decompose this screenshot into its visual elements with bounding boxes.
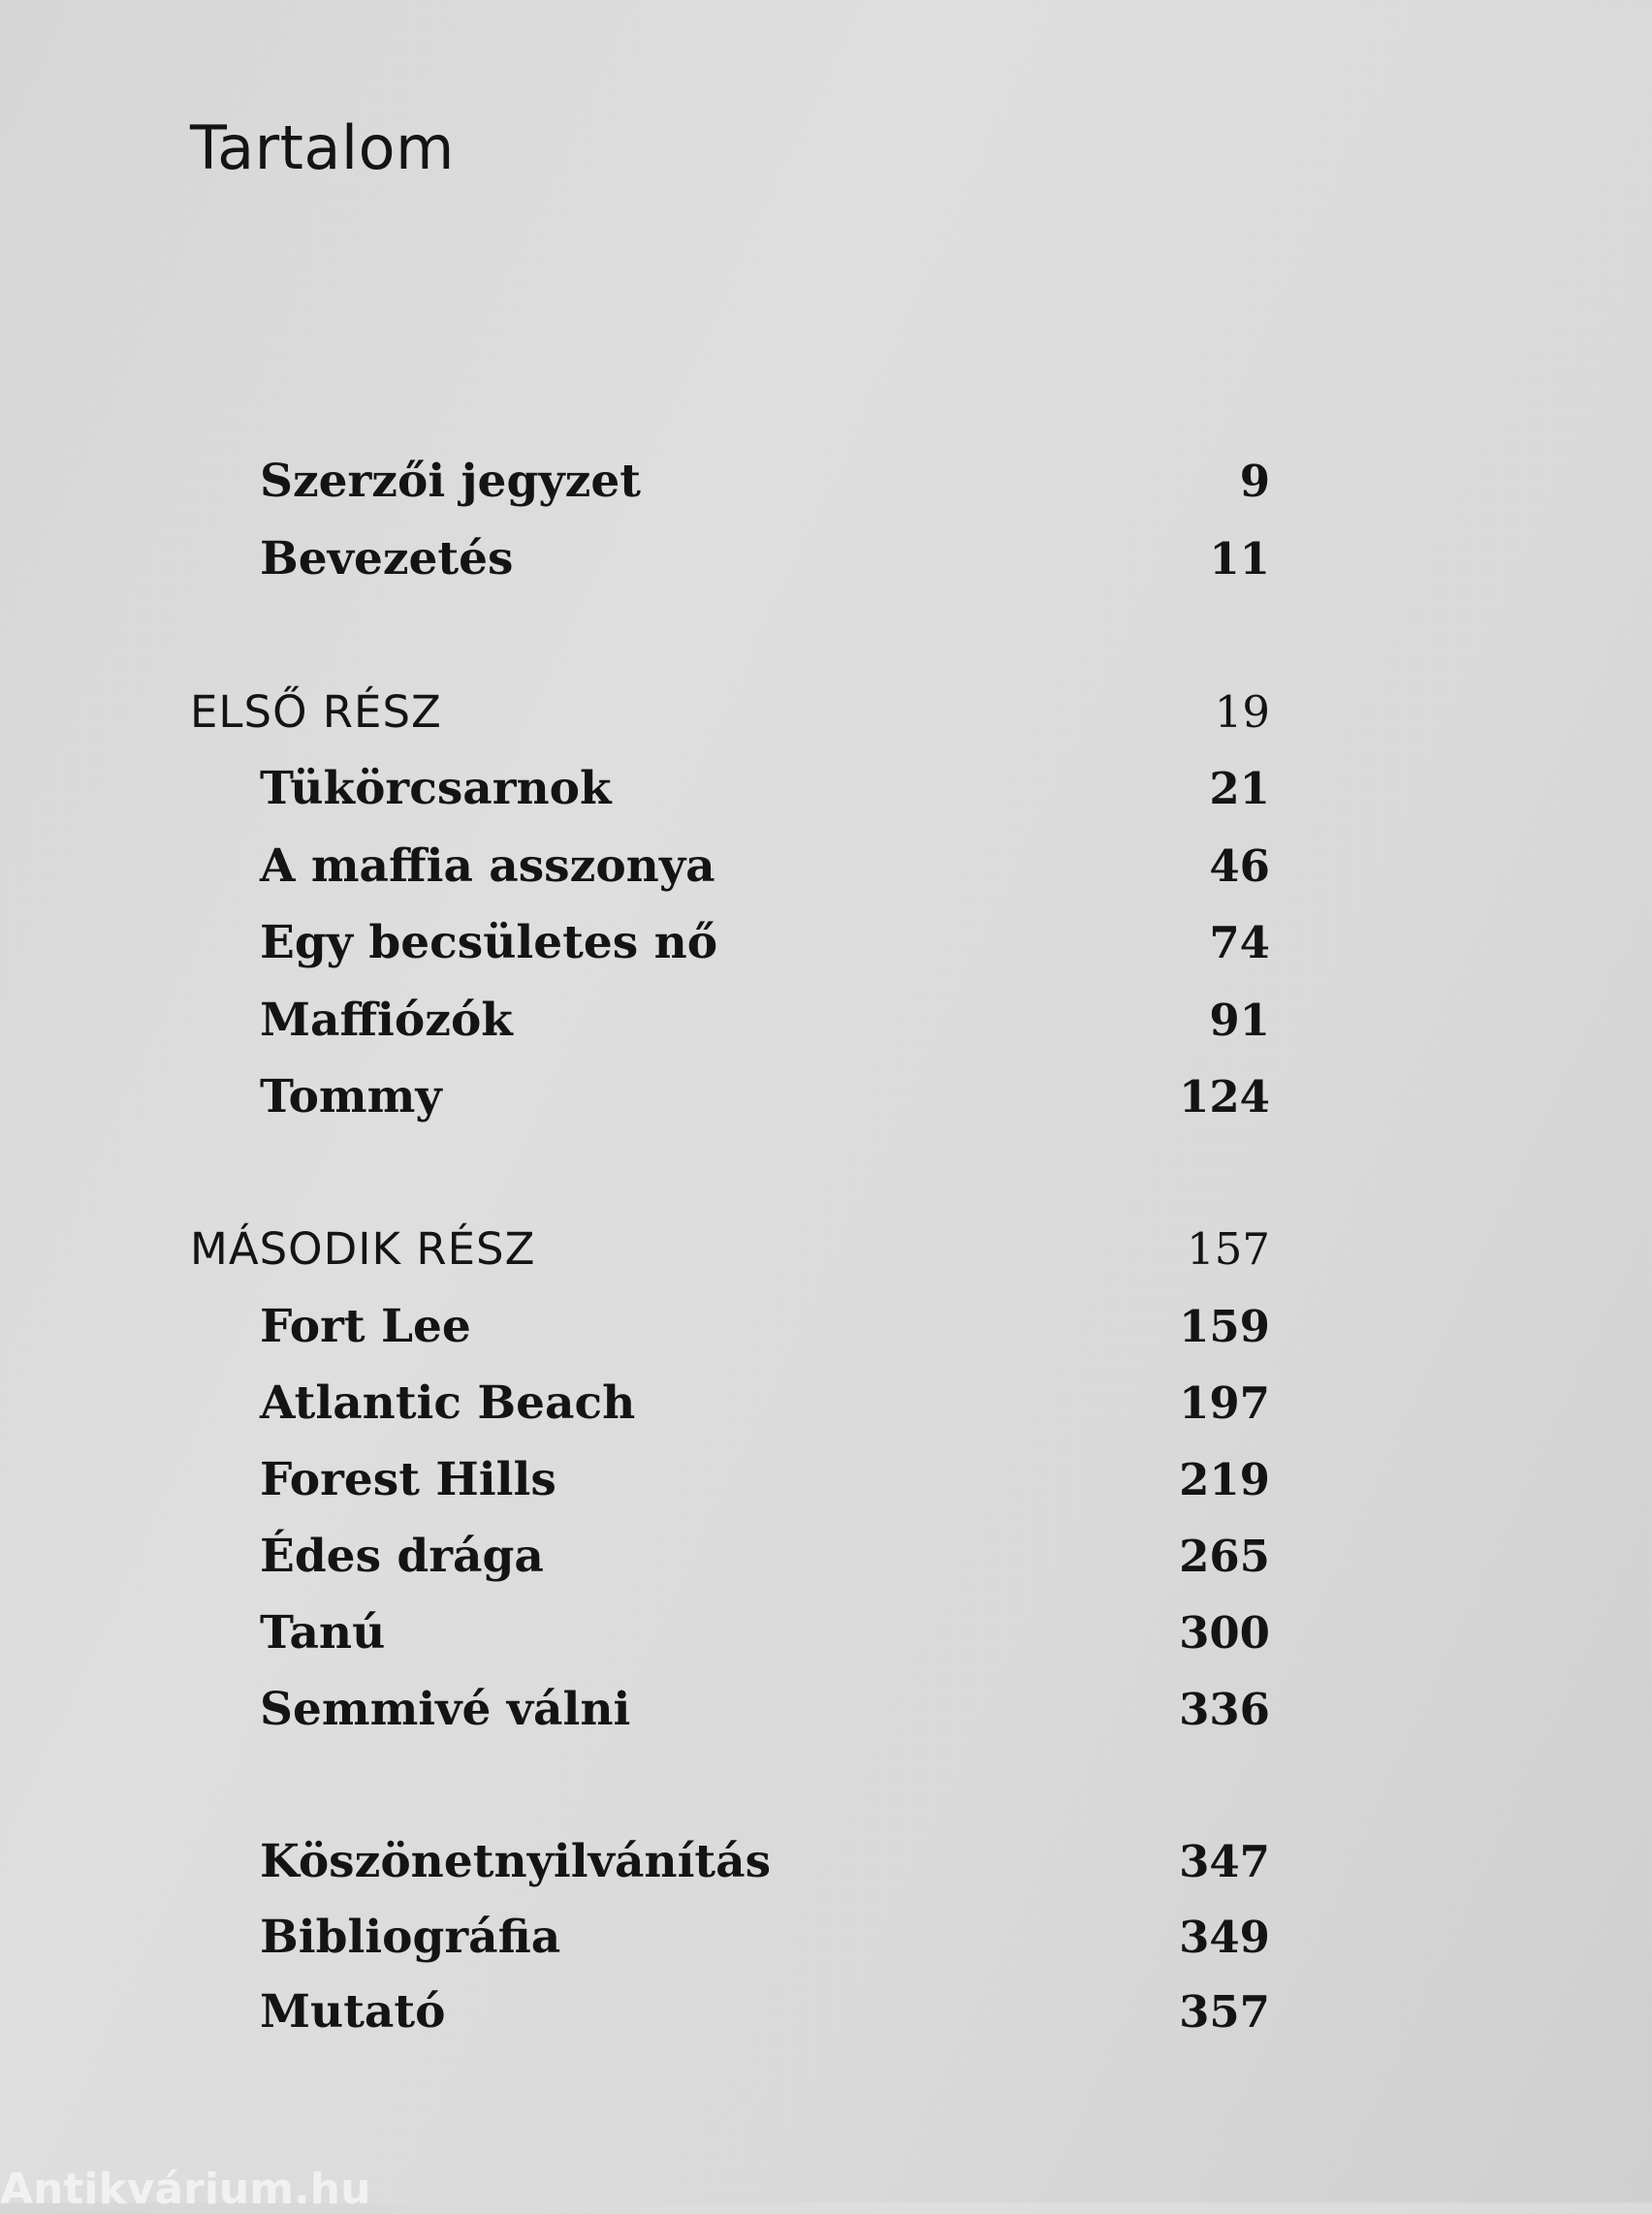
toc-entry-label: Forest Hills (260, 1453, 556, 1506)
toc-part-1 (190, 679, 1270, 746)
toc-entry-page: 21 (1209, 763, 1270, 814)
watermark: Antikvárium.hu (0, 2165, 371, 2214)
toc-entry-page: 9 (1239, 456, 1270, 507)
toc-entry-page: 74 (1209, 917, 1270, 968)
toc-entry (260, 909, 1270, 977)
toc-entry-label: Szerzői jegyzet (260, 455, 641, 508)
toc-entry-label: Köszönetnyilvánítás (260, 1835, 772, 1888)
toc-entry (260, 1523, 1270, 1591)
toc-entry-label: Tanú (260, 1606, 386, 1660)
toc-entry-page: 347 (1179, 1836, 1270, 1887)
toc-entry-label: Maffiózók (260, 994, 513, 1047)
toc-part-page: 19 (1214, 686, 1270, 738)
toc-entry-label: Fort Lee (260, 1300, 471, 1353)
toc-entry (260, 1446, 1270, 1514)
toc-entry-label: Semmivé válni (260, 1683, 631, 1736)
toc-entry-acknowledgements (260, 1828, 1270, 1896)
toc-entry-label: Tükörcsarnok (260, 762, 612, 815)
toc-entry-label: Bibliográfia (260, 1911, 561, 1964)
toc-entry-page: 91 (1209, 995, 1270, 1046)
toc-entry (260, 1293, 1270, 1361)
toc-entry (260, 1370, 1270, 1438)
toc-entry (260, 1599, 1270, 1667)
toc-entry-author-note (260, 448, 1270, 516)
toc-entry-bibliography (260, 1904, 1270, 1972)
page-title: Tartalom (190, 112, 455, 183)
toc-entry-label: Bevezetés (260, 532, 514, 585)
toc-entry (260, 755, 1270, 823)
toc-entry-page: 265 (1179, 1531, 1270, 1582)
toc-entry (260, 1063, 1270, 1131)
toc-entry-page: 336 (1179, 1684, 1270, 1735)
toc-entry (260, 1676, 1270, 1744)
toc-entry (260, 987, 1270, 1055)
toc-entry-label: Mutató (260, 1985, 446, 2039)
toc-entry-page: 300 (1179, 1607, 1270, 1659)
toc-part-label: MÁSODIK RÉSZ (190, 1223, 536, 1275)
toc-entry-page: 349 (1179, 1912, 1270, 1963)
toc-entry (260, 833, 1270, 901)
toc-entry-page: 124 (1179, 1071, 1270, 1123)
toc-entry-label: A maffia asszonya (260, 839, 715, 893)
toc-entry-page: 159 (1179, 1301, 1270, 1352)
toc-entry-index (260, 1978, 1270, 2046)
toc-entry-page: 11 (1209, 533, 1270, 585)
toc-entry-page: 46 (1209, 840, 1270, 892)
toc-entry-introduction (260, 525, 1270, 593)
toc-entry-label: Tommy (260, 1070, 442, 1123)
toc-entry-page: 357 (1179, 1986, 1270, 2038)
toc-entry-page: 197 (1179, 1377, 1270, 1429)
toc-part-2 (190, 1216, 1270, 1283)
toc-entry-label: Egy becsületes nő (260, 916, 718, 969)
toc-part-page: 157 (1187, 1223, 1270, 1275)
toc-part-label: ELSŐ RÉSZ (190, 686, 442, 738)
toc-entry-page: 219 (1179, 1454, 1270, 1505)
toc-entry-label: Édes drága (260, 1530, 544, 1583)
toc-entry-label: Atlantic Beach (260, 1376, 636, 1430)
